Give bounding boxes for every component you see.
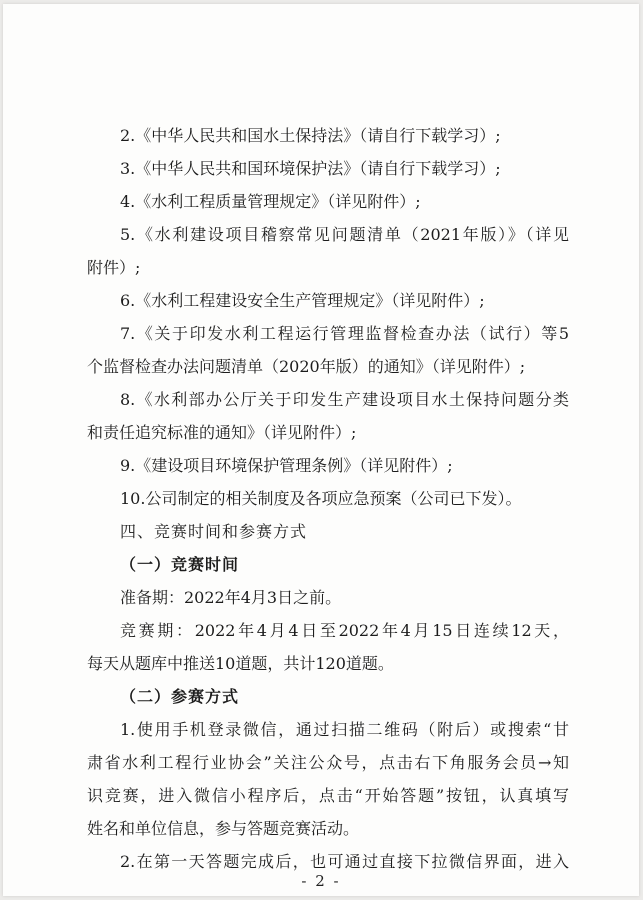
subsection-heading: （一）竞赛时间 [120, 555, 240, 574]
text-line: 肃省水利工程行业协会”关注公众号，点击右下角服务会员→知 [87, 753, 569, 772]
text-line: 9.《建设项目环境保护管理条例》（详见附件）; [120, 456, 453, 475]
text-line: 4.《水利工程质量管理规定》（详见附件）; [120, 192, 421, 211]
text-line: 准备期：2022年4月3日之前。 [120, 588, 342, 607]
text-line: 姓名和单位信息，参与答题竞赛活动。 [87, 819, 360, 838]
document-page [3, 4, 639, 896]
text-line: 竞赛期：2022年4月4日至2022年4月15日连续12天， [120, 621, 569, 640]
text-line: 5.《水利建设项目稽察常见问题清单（2021年版）》（详见 [120, 225, 569, 244]
text-line: 识竞赛，进入微信小程序后，点击“开始答题”按钮，认真填写 [87, 786, 569, 805]
text-line: 6.《水利工程建设安全生产管理规定》（详见附件）; [120, 291, 485, 310]
text-line: 和责任追究标准的通知》（详见附件）; [87, 423, 357, 442]
text-line: 8.《水利部办公厅关于印发生产建设项目水土保持问题分类 [120, 390, 569, 409]
section-heading: 四、竞赛时间和参赛方式 [120, 522, 308, 541]
text-line: 每天从题库中推送10道题，共计120道题。 [87, 654, 394, 673]
text-line: 10.公司制定的相关制度及各项应急预案（公司已下发）。 [120, 489, 522, 508]
text-line: 1.使用手机登录微信，通过扫描二维码（附后）或搜索“甘 [120, 720, 569, 739]
text-line: 7.《关于印发水利工程运行管理监督检查办法（试行）等5 [120, 324, 569, 343]
subsection-heading: （二）参赛方式 [120, 687, 240, 706]
text-line: 附件）; [87, 258, 141, 277]
text-line: 2.在第一天答题完成后，也可通过直接下拉微信界面，进入 [120, 852, 569, 871]
text-line: 3.《中华人民共和国环境保护法》（请自行下载学习）; [120, 159, 501, 178]
page-number: - 2 - [301, 872, 341, 890]
text-line: 2.《中华人民共和国水土保持法》（请自行下载学习）; [120, 126, 501, 145]
text-line: 个监督检查办法问题清单（2020年版）的通知》（详见附件）; [87, 357, 526, 376]
